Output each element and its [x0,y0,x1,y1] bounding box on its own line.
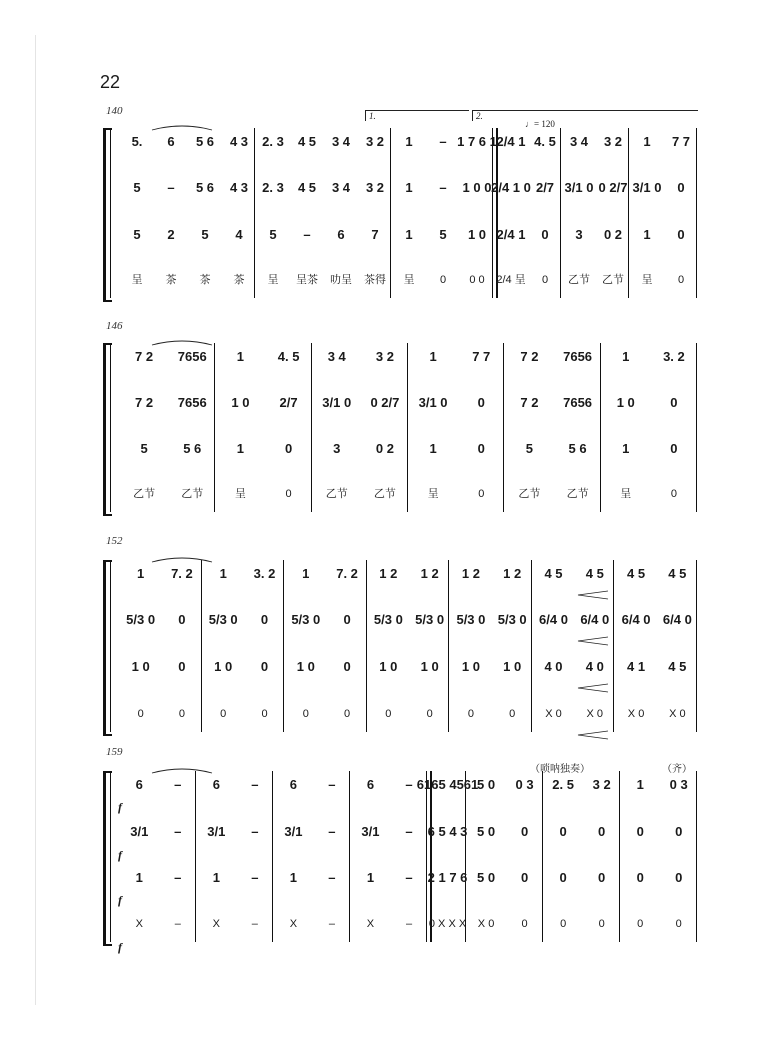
note: 4 5 [668,659,687,674]
note: 4 0 [585,659,604,674]
slur [152,769,212,773]
note: 0 [675,824,683,839]
note: 3/1 0 [632,180,662,195]
barline [628,128,629,298]
note: 3. 2 [663,349,685,364]
note: 5 6 [195,180,215,195]
note: 0 X X X [428,918,467,930]
note: 0 [137,708,144,720]
note: 0 [284,441,293,456]
note: 乙节 [568,274,590,286]
note: 1 7 6 1 [457,134,497,149]
note: 6/4 0 [662,612,692,627]
note: 呈 [641,274,653,286]
note: 7 2 [135,395,154,410]
note: – [328,918,335,930]
system-bracket-line [110,128,111,298]
note: 0 [178,659,186,674]
note: 0 [343,659,351,674]
note: 1 0 [461,659,480,674]
note: 0 [467,708,474,720]
note: 1 [405,180,413,195]
note: 5 [439,227,447,242]
note: 0 [477,395,485,410]
note: 1 0 [503,659,522,674]
note: 乙节 [325,488,348,500]
note: 乙节 [373,488,396,500]
note: 6165 4561 [416,777,479,792]
barline [448,560,449,732]
note: 2/4 呈 [496,274,526,286]
note: 4 1 [627,659,646,674]
note: 0 [509,708,516,720]
note: 0 2 [375,441,394,456]
note: 4 5 [297,180,317,195]
note: 呈茶 [296,274,318,286]
tempo-marking: ♩= 120 [525,119,555,129]
note: – [405,824,413,839]
note: 4 5 [544,566,563,581]
note: – [328,824,336,839]
note: 0 [636,824,644,839]
note: – [174,824,182,839]
note: 0 [598,918,605,930]
note: 1 0 [616,395,635,410]
note: 1 0 [231,395,250,410]
note: 0 [670,441,678,456]
note: 0 [598,824,606,839]
note: 3/1 0 [418,395,448,410]
note: 4. 5 [277,349,300,364]
hairpin [578,731,608,739]
note: 0 [439,274,447,286]
note: 0 2/7 [598,180,628,195]
note: 0 [670,395,678,410]
note: 4 0 [544,659,563,674]
note: 0 [670,488,677,500]
note: 3/1 0 [322,395,352,410]
note: 0 2 [603,227,623,242]
barline [195,771,196,942]
note: 5/3 0 [208,612,238,627]
note: 乙节 [181,488,204,500]
note: 乙节 [602,274,624,286]
note: 5 [201,227,209,242]
note: 3 2 [592,777,611,792]
note: 7656 [563,349,593,364]
barline [311,343,312,512]
slur [152,341,212,345]
note: 0 [178,708,185,720]
note: 2/4 1 [496,134,526,149]
barline [390,128,391,298]
note: 1 0 [467,227,487,242]
note: 茶 [165,274,177,286]
note: 0 [675,870,683,885]
note: 5 0 [477,777,496,792]
note: 0 [261,708,268,720]
note: 0 [260,612,269,627]
note: 5 6 [195,134,215,149]
note: 0 [559,824,567,839]
note: – [303,227,311,242]
note: 1 0 [214,659,233,674]
note: – [174,870,182,885]
note: 1 [236,441,245,456]
note: 7. 2 [171,566,193,581]
note: 呈 [403,274,415,286]
volta-2: 2. [472,110,698,121]
note: 1 2 [503,566,522,581]
note: 0 [636,870,644,885]
note: 7. 2 [336,566,358,581]
note: 6 [366,777,375,792]
note: 0 2/7 [370,395,400,410]
note: X 0 [586,708,604,720]
note: 3/1 [130,824,149,839]
note: X 0 [669,708,686,720]
system-number: 159 [106,746,123,758]
note: 1 [429,349,437,364]
slur [152,558,212,562]
note: 0 [560,918,567,930]
note: – [405,870,413,885]
note: – [439,180,447,195]
note: 7 7 [472,349,491,364]
note: 6/4 0 [539,612,568,627]
note: 0 [477,441,485,456]
note: 1 2 [379,566,398,581]
note: 0 [677,180,685,195]
note: 5 6 [183,441,202,456]
note: 叻呈 [330,274,352,286]
note: 2/7 [279,395,298,410]
note: 0 0 [469,274,485,286]
system-number: 140 [106,105,123,117]
note: 1 [366,870,375,885]
note: 0 [559,870,567,885]
note: – [439,134,447,149]
barline [503,343,504,512]
note: 4 3 [229,134,249,149]
note: 1 [219,566,227,581]
barline [600,343,601,512]
note: 1 [212,870,220,885]
note: 0 [598,870,606,885]
note: 1 [236,349,245,364]
barline [201,560,202,732]
note: 0 [521,918,528,930]
note: 乙节 [133,488,156,500]
note: 1 [405,227,413,242]
note: 3/1 [361,824,380,839]
note: 0 [541,274,549,286]
barline [254,128,255,298]
note: – [174,918,181,930]
note: 6/4 0 [580,612,610,627]
note: 0 [520,824,529,839]
note: 4 3 [229,180,249,195]
note: 6 [337,227,345,242]
note: 呈 [267,274,279,286]
note: 7 2 [520,349,539,364]
note: 0 [178,612,186,627]
barline [696,128,697,298]
note: 1 0 [420,659,439,674]
note: 1 0 [131,659,150,674]
page-number: 22 [100,72,121,92]
note: 乙节 [518,488,541,500]
dynamic-mark: f [118,940,122,954]
note: 乙节 [566,488,589,500]
note: 4. 5 [534,134,556,149]
note: – [174,777,182,792]
note: 0 [675,918,682,930]
note: 4 5 [585,566,604,581]
note: 6 [167,134,175,149]
note: 4 5 [668,566,687,581]
note: 1 [137,566,145,581]
barline [619,771,620,942]
note: 0 [385,708,392,720]
note: 5 [133,227,141,242]
hairpin [578,637,608,645]
note: 1 [289,870,298,885]
barline [696,771,697,942]
note: 0 [260,659,269,674]
barline [407,343,408,512]
dynamic-mark: f [118,848,122,862]
note: 5 0 [477,870,496,885]
note: 3 [575,227,583,242]
note: 0 [478,488,485,500]
note: 5 [525,441,534,456]
note: 1 0 [296,659,315,674]
note: – [167,180,175,195]
system-number: 152 [106,535,123,547]
note: 1 [405,134,413,149]
note: X [135,918,143,930]
note: 3 4 [327,349,346,364]
note: – [405,777,413,792]
note: 5/3 0 [415,612,445,627]
note: 2/4 1 [496,227,526,242]
barline [214,343,215,512]
system-number: 146 [106,320,123,332]
note: 4 5 [627,566,646,581]
barline [366,560,367,732]
note: – [251,777,259,792]
note: 0 [637,918,644,930]
note: 3 2 [375,349,394,364]
note: – [405,918,413,930]
note: 3. 2 [253,566,276,581]
note: 2/4 1 0 [491,180,531,195]
barline [272,771,273,942]
note: 5/3 0 [126,612,156,627]
note: 0 [343,612,351,627]
note: 呈 [131,274,143,286]
note: 3/1 0 [564,180,594,195]
note: 6 [135,777,143,792]
note: 5/3 0 [291,612,321,627]
note: 0 [220,708,227,720]
note: 呈 [427,488,439,500]
hairpin [578,684,608,692]
note: X 0 [627,708,645,720]
barline [613,560,614,732]
note: 5 [140,441,148,456]
note: – [251,870,259,885]
note: 茶 [233,274,245,286]
note: 5 6 [568,441,587,456]
note: – [251,918,258,930]
note: 1 [643,134,651,149]
note: 5 [133,180,141,195]
note: 4 [235,227,243,242]
note: 7 2 [520,395,539,410]
page-edge [35,35,36,1005]
note: 1 0 [379,659,398,674]
note: 1 2 [461,566,480,581]
note: 1 [643,227,651,242]
note: 3 4 [569,134,589,149]
note: 4 5 [297,134,317,149]
barline [696,560,697,732]
note: 3 4 [331,134,351,149]
hairpin [578,591,608,599]
note: 7 [371,227,379,242]
note: 0 [285,488,292,500]
barline [531,560,532,732]
note: 1 [302,566,310,581]
note: 5. [131,134,143,149]
note: 0 [677,274,685,286]
system-bracket-line [110,771,111,942]
note: 3 4 [331,180,351,195]
note: X [289,918,298,930]
note: 2 [167,227,175,242]
dynamic-mark: f [118,893,122,907]
note: 5/3 0 [497,612,527,627]
note: 5 0 [477,824,496,839]
note: 呈 [234,488,246,500]
note: 1 [622,349,630,364]
note: 2. 5 [552,777,574,792]
note: 7656 [563,395,593,410]
barline [696,343,697,512]
note: 7 2 [135,349,154,364]
note: 3/1 [207,824,226,839]
barline [542,771,543,942]
note: 5 [269,227,277,242]
note: 6/4 0 [621,612,651,627]
note: X [366,918,375,930]
note: 7656 [177,349,207,364]
note: X 0 [545,708,562,720]
note: 0 [541,227,549,242]
note: 3 2 [365,134,385,149]
note: 7656 [177,395,207,410]
note: 0 [677,227,685,242]
note: – [328,777,336,792]
note: 0 [344,708,351,720]
note: 1 [135,870,143,885]
note: 7 7 [671,134,691,149]
note: 茶得 [364,274,386,286]
barline [283,560,284,732]
note: 0 3 [669,777,688,792]
note: 1 [622,441,630,456]
note: – [251,824,259,839]
note: 1 2 [420,566,439,581]
note: 3/1 [284,824,303,839]
volta-1: 1. [365,110,469,121]
system-bracket-line [110,343,111,512]
note: X 0 [477,918,495,930]
note: 0 [302,708,309,720]
note: – [328,870,336,885]
slur [152,126,212,130]
note: 6 [289,777,298,792]
note: 0 3 [515,777,534,792]
note: 2. 3 [262,180,284,195]
note: 1 [429,441,437,456]
note: X [212,918,220,930]
note: 2. 3 [262,134,284,149]
annotation-tutti: （齐） [662,764,692,775]
note: 5/3 0 [456,612,486,627]
system-bracket-line [110,560,111,732]
note: 1 [636,777,644,792]
note: 6 5 4 3 [427,824,468,839]
barline [349,771,350,942]
note: 茶 [199,274,211,286]
note: 3 [333,441,341,456]
note: 6 [212,777,220,792]
note: 0 [426,708,433,720]
note: 2 1 7 6 [427,870,468,885]
annotation-solo: （唢呐独奏） [530,764,590,775]
note: 1 0 0 [462,180,492,195]
note: 3 2 [365,180,385,195]
note: 3 2 [603,134,623,149]
note: 0 [520,870,529,885]
note: 2/7 [535,180,555,195]
dynamic-mark: f [118,800,122,814]
note: 呈 [620,488,632,500]
barline [560,128,561,298]
note: 5/3 0 [373,612,403,627]
